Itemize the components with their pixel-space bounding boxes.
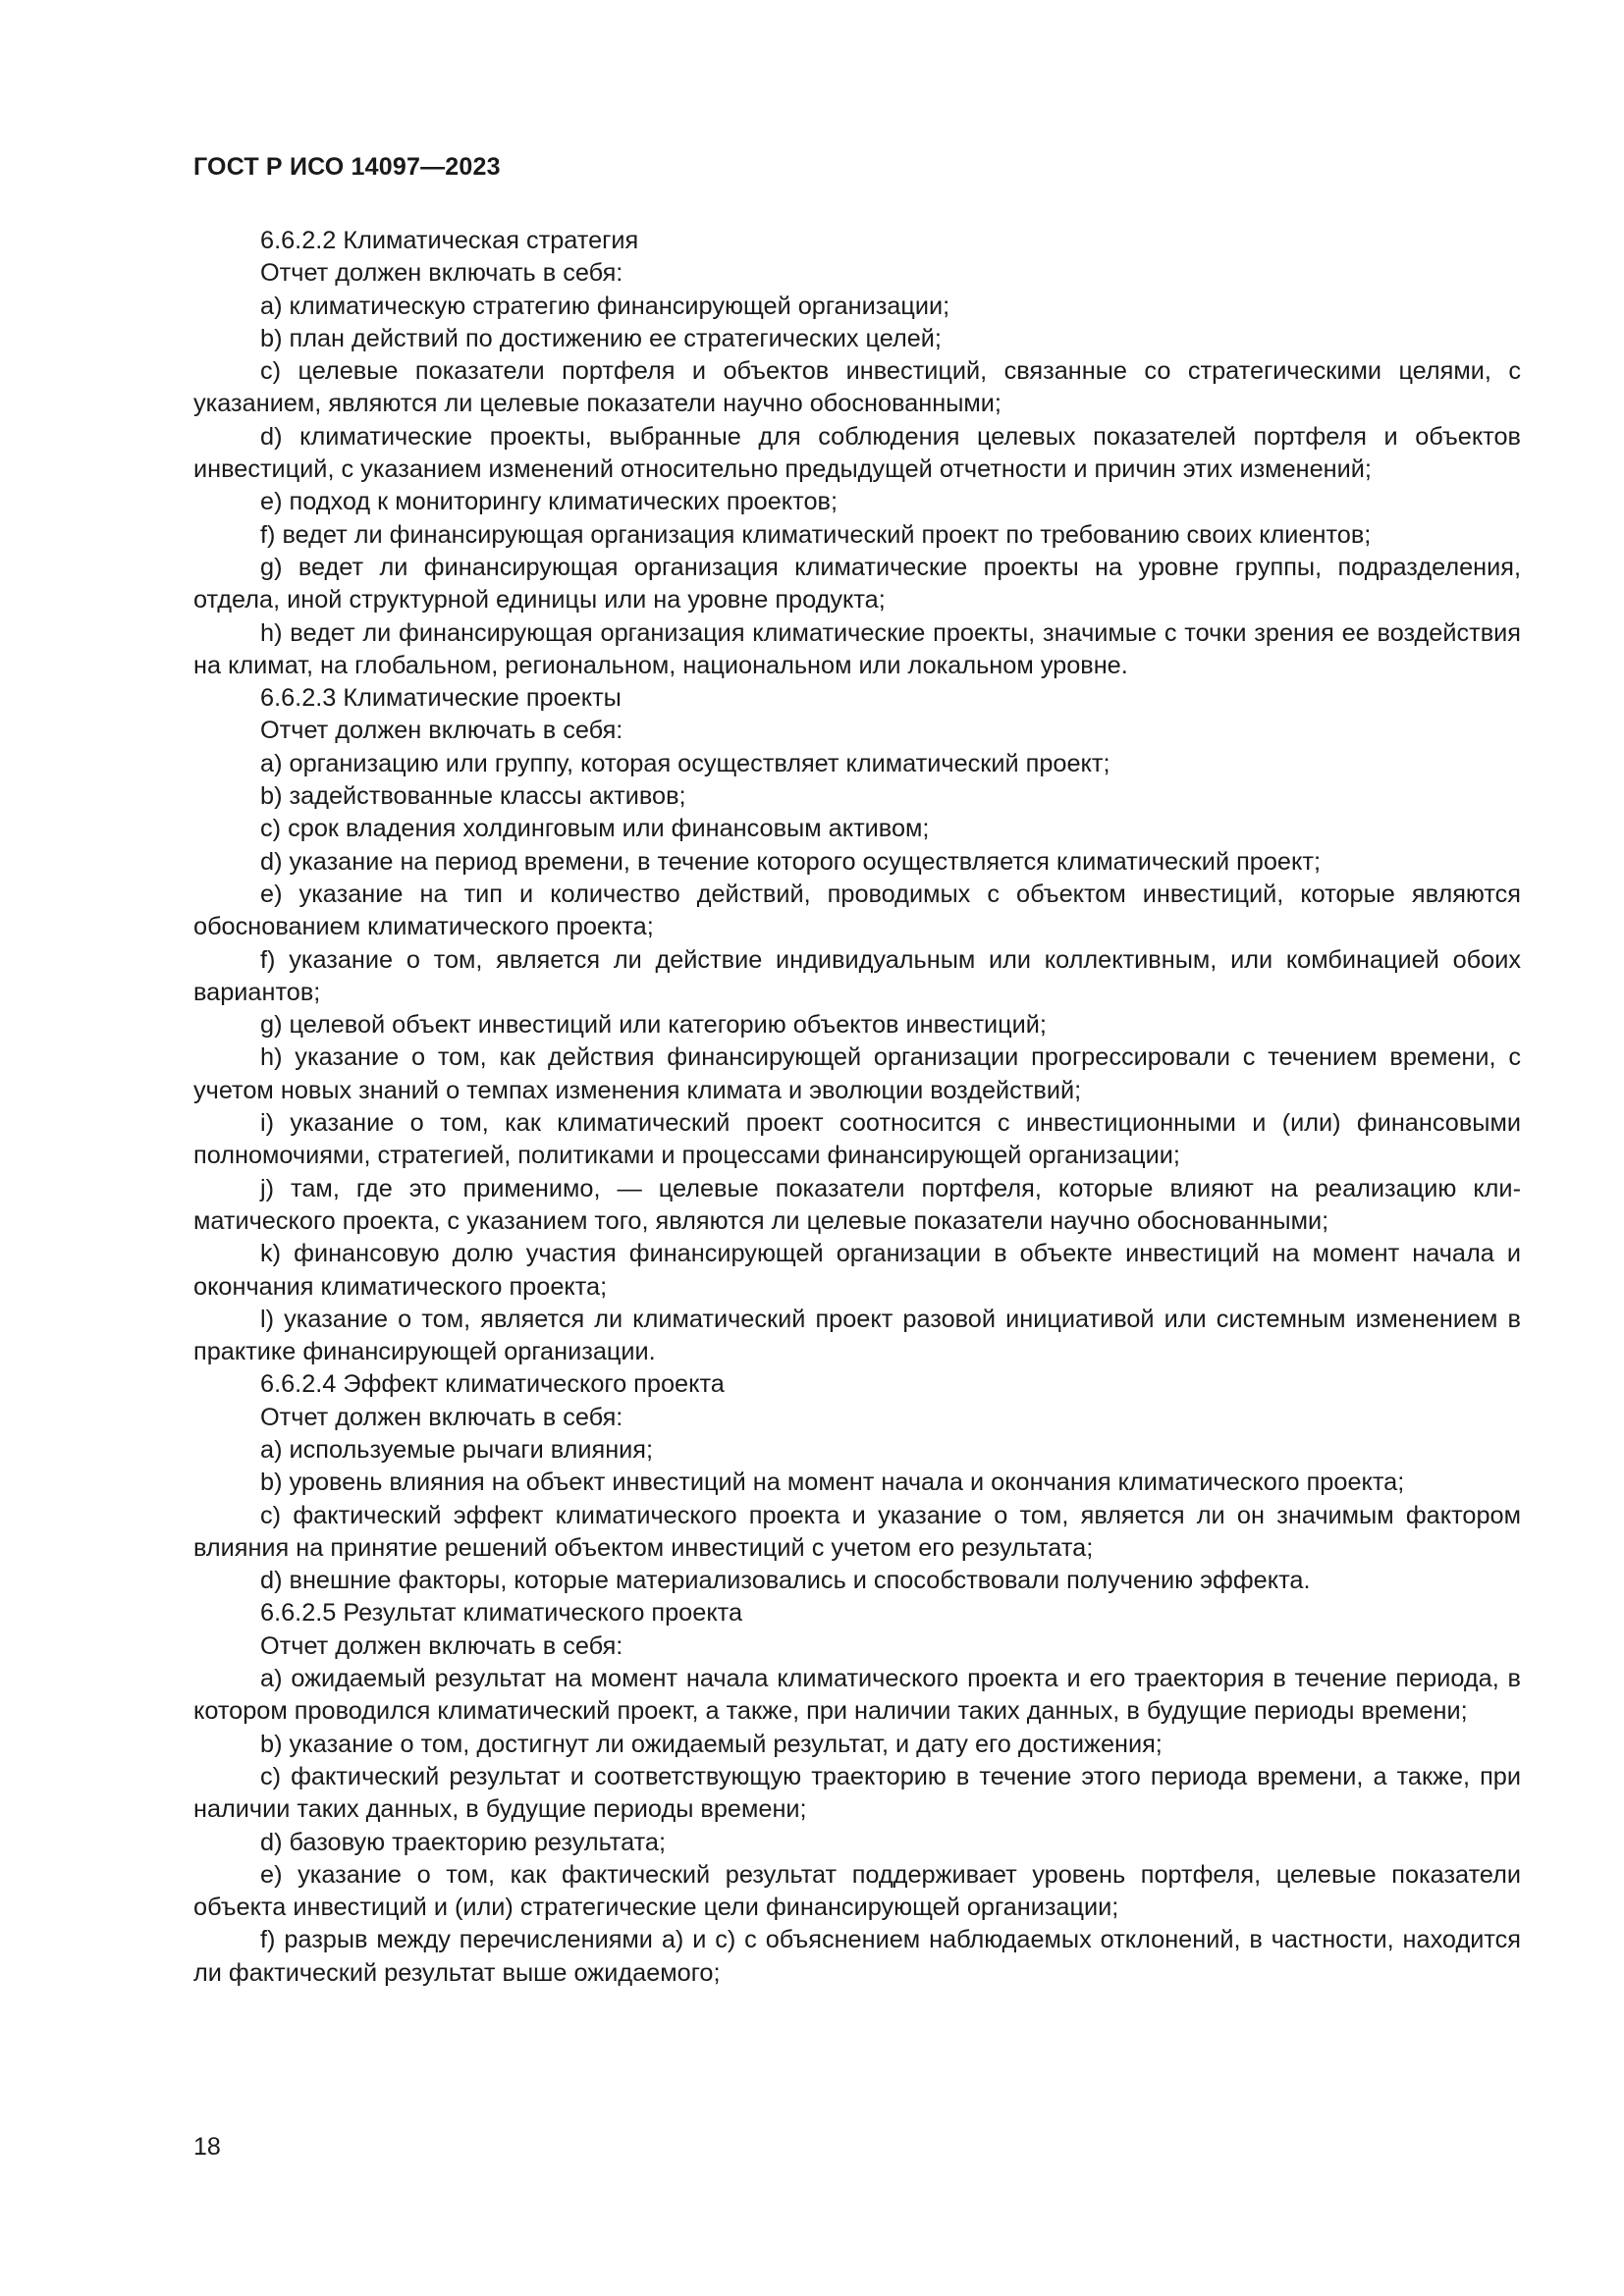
list-item: a) организацию или группу, которая осуществляет климатический проект; — [260, 749, 1110, 777]
section-heading: 6.6.2.2 Климатическая стратегия — [260, 227, 639, 254]
list-item: h) ведет ли финансирующая организация климатические проекты, значимые с точки зрения ее воздействия на климат, на глобальном, региональном, национальном или локальном уровне. — [193, 618, 1521, 679]
list-item: e) указание на тип и количество действий, проводимых с объектом инвестиций, которые являются обоснованием климатического проекта; — [193, 880, 1521, 941]
list-item: i) указание о том, как климатический проект соотносится с инвестиционными и (или) финансовыми полномочиями, стратегией, политиками и процессами финансирующей организации; — [193, 1109, 1521, 1170]
list-item: a) ожидаемый результат на момент начала климатического проекта и его траектория в течение периода, в котором проводился климатический проект, а также, при наличии таких данных, в будущие периоды времени; — [193, 1665, 1521, 1726]
list-item: c) целевые показатели портфеля и объектов инвестиций, связанные со стратегическими целями, с указанием, являются ли целевые показатели научно обоснованными; — [193, 357, 1521, 418]
list-item: g) ведет ли финансирующая организация климатические проекты на уровне группы, подразделения, отдела, иной структурной единицы или на уровне продукта; — [193, 553, 1521, 614]
page-number: 18 — [193, 2133, 221, 2161]
list-item: c) срок владения холдинговым или финансовым активом; — [260, 815, 930, 843]
list-item: c) фактический результат и соответствующую траекторию в течение этого периода времени, а также, при наличии таких данных, в будущие периоды времени; — [193, 1762, 1521, 1824]
list-item: k) финансовую долю участия финансирующей организации в объекте инвестиций на момент начала и окончания климатического проекта; — [193, 1240, 1521, 1301]
paragraph: Отчет должен включать в себя: — [260, 1403, 623, 1431]
list-item: d) базовую траекторию результата; — [260, 1828, 667, 1856]
list-item: f) разрыв между перечислениями a) и c) с объяснением наблюдаемых отклонений, в частности, находится ли фактический результат выше ожидаемого; — [193, 1926, 1521, 1987]
list-item: g) целевой объект инвестиций или категорию объектов инвестиций; — [260, 1011, 1047, 1040]
list-item: e) указание о том, как фактический результат поддерживает уровень портфеля, целевые показатели объекта инвестиций и (или) стратегические цели финансирующей организации; — [193, 1860, 1521, 1922]
list-item: d) климатические проекты, выбранные для соблюдения целевых показателей портфеля и объектов инвестиций, с указанием изменений относительно предыдущей отчетности и причин этих изменений; — [193, 422, 1521, 484]
list-item: c) фактический эффект климатического проекта и указание о том, является ли он значимым фактором влияния на принятие решений объектом инвестиций с учетом его результата; — [193, 1501, 1521, 1562]
list-item: f) ведет ли финансирующая организация климатический проект по требованию своих клиентов; — [260, 520, 1372, 549]
paragraph: Отчет должен включать в себя: — [260, 1631, 623, 1660]
list-item: e) подход к мониторингу климатических проектов; — [260, 488, 838, 516]
section-heading: 6.6.2.4 Эффект климатического проекта — [260, 1370, 725, 1399]
list-item: b) задействованные классы активов; — [260, 782, 686, 811]
paragraph: Отчет должен включать в себя: — [260, 259, 623, 288]
list-item: h) указание о том, как действия финансирующей организации прогрессировали с течением времени, с учетом новых знаний о темпах изменения климата и эволюции воздействий; — [193, 1043, 1521, 1104]
paragraph: Отчет должен включать в себя: — [260, 717, 623, 745]
list-item: d) указание на период времени, в течение которого осуществляется климатический проект; — [260, 847, 1321, 876]
list-item: b) план действий по достижению ее стратегических целей; — [260, 324, 942, 352]
list-item: b) уровень влияния на объект инвестиций на момент начала и окончания климатического проекта; — [260, 1468, 1405, 1497]
list-item: d) внешние факторы, которые материализовались и способствовали получению эффекта. — [260, 1567, 1311, 1595]
list-item: a) климатическую стратегию финансирующей организации; — [260, 292, 950, 320]
list-item: j) там, где это применимо, — целевые показатели портфеля, которые влияют на реализацию климатического проекта, с указанием того, являются ли целевые показатели научно обоснованными; — [193, 1174, 1521, 1235]
list-item: b) указание о том, достигнут ли ожидаемый результат, и дату его достижения; — [260, 1730, 1163, 1758]
list-item: l) указание о том, является ли климатический проект разовой инициативой или системным изменением в практике финансирующей организации. — [193, 1305, 1521, 1366]
list-item: f) указание о том, является ли действие индивидуальным или коллективным, или комбинацией обоих вариантов; — [193, 945, 1521, 1006]
document-header: ГОСТ Р ИСО 14097—2023 — [193, 153, 501, 181]
document-body — [193, 225, 1521, 1990]
section-heading: 6.6.2.3 Климатические проекты — [260, 684, 622, 713]
section-heading: 6.6.2.5 Результат климатического проекта — [260, 1599, 743, 1628]
list-item: a) используемые рычаги влияния; — [260, 1435, 654, 1464]
